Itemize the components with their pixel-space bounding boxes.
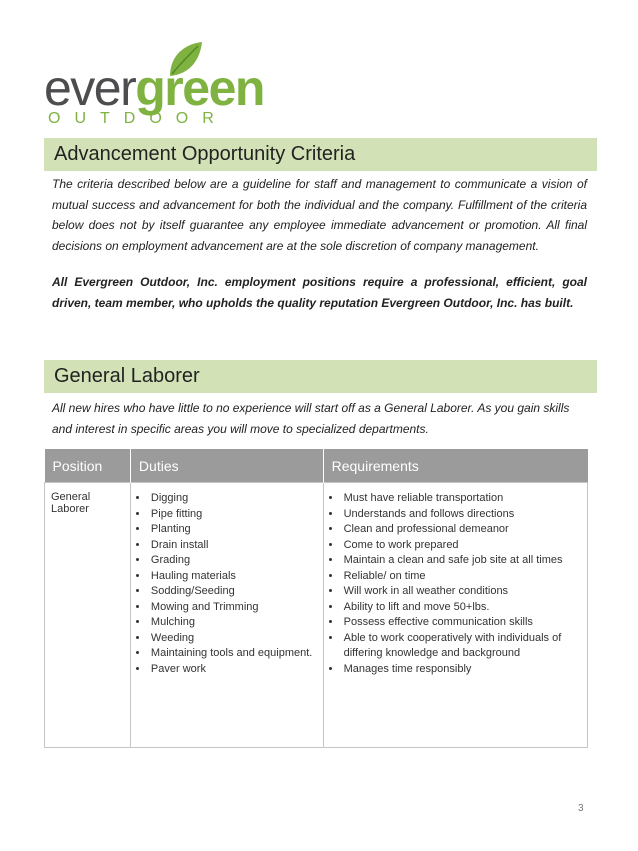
list-item: • Maintaining tools and equipment.: [149, 646, 317, 662]
list-item: • Clean and professional demeanor: [342, 522, 581, 538]
header-requirements: Requirements: [323, 449, 587, 483]
duties-cell: [130, 483, 323, 748]
duties-list: [137, 491, 317, 677]
general-laborer-intro: All new hires who have little to no experience will start off as a General Laborer. As you gain skills and interest in specific areas you will move to specialized departments.: [52, 401, 570, 436]
header-duties: Duties: [130, 449, 323, 483]
position-table: [44, 449, 588, 748]
list-item: • Come to work prepared: [342, 538, 581, 554]
list-item: • Paver work: [149, 662, 317, 678]
list-item: • Ability to lift and move 50+lbs.: [342, 600, 581, 616]
list-item: • Able to work cooperatively with individuals of differing knowledge and background: [342, 631, 581, 662]
advancement-heading: Advancement Opportunity Criteria: [44, 138, 597, 171]
table-header-row: [45, 449, 588, 483]
advancement-paragraph: The criteria described below are a guideline for staff and management to communicate a vision of mutual success and advancement for both the individual and the company. Fulfillment of the criteria below does not by itself guarantee any employee immediate advancement or promotion. All final decisions on employment advancement are at the sole discretion of company management.: [52, 177, 587, 253]
evergreen-outdoor-logo: [44, 40, 264, 135]
positions-requirement-paragraph: All Evergreen Outdoor, Inc. employment positions require a professional, efficient, goal driven, team member, who upholds the quality reputation Evergreen Outdoor, Inc. has built.: [52, 275, 587, 310]
list-item: • Mowing and Trimming: [149, 600, 317, 616]
list-item: • Grading: [149, 553, 317, 569]
logo-wordmark: [44, 60, 264, 116]
list-item: • Must have reliable transportation: [342, 491, 581, 507]
list-item: • Mulching: [149, 615, 317, 631]
list-item: • Hauling materials: [149, 569, 317, 585]
list-item: • Reliable/ on time: [342, 569, 581, 585]
logo-subtitle: OUTDOOR: [48, 110, 228, 127]
list-item: • Will work in all weather conditions: [342, 584, 581, 600]
requirements-list: [330, 491, 581, 677]
requirements-cell: [323, 483, 587, 748]
list-item: • Pipe fitting: [149, 507, 317, 523]
header-position: Position: [45, 449, 131, 483]
position-cell: General Laborer: [45, 483, 131, 748]
list-item: • Digging: [149, 491, 317, 507]
list-item: • Maintain a clean and safe job site at all times: [342, 553, 581, 569]
list-item: • Planting: [149, 522, 317, 538]
list-item: • Sodding/Seeding: [149, 584, 317, 600]
list-item: • Manages time responsibly: [342, 662, 581, 678]
logo-word-green: green: [135, 60, 264, 116]
list-item: • Weeding: [149, 631, 317, 647]
list-item: • Drain install: [149, 538, 317, 554]
list-item: • Possess effective communication skills: [342, 615, 581, 631]
list-item: • Understands and follows directions: [342, 507, 581, 523]
page-number: 3: [578, 803, 584, 814]
logo-word-ever: ever: [44, 60, 136, 116]
table-row: [45, 483, 588, 748]
general-laborer-heading: General Laborer: [44, 360, 597, 393]
